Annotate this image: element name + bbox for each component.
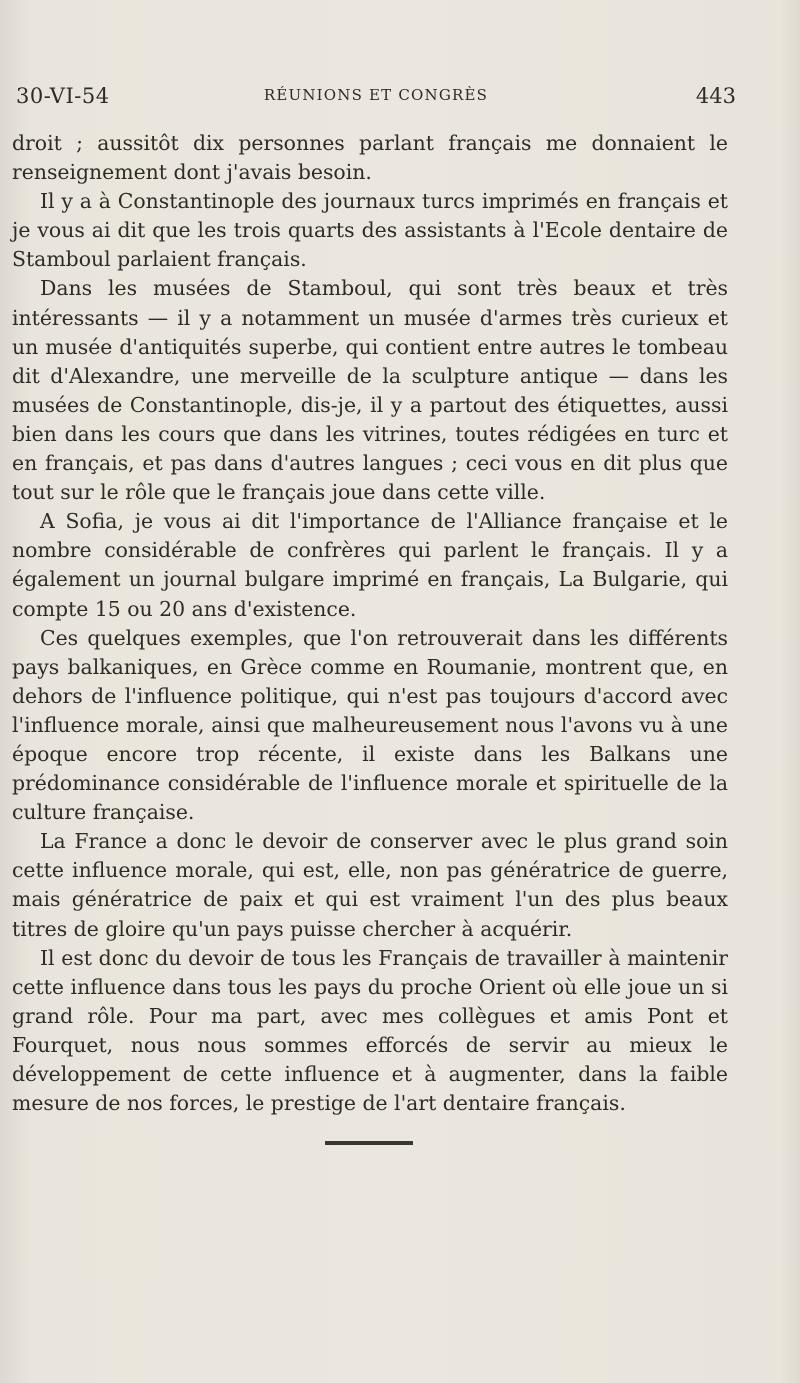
running-header [16,84,736,114]
body-text [12,129,728,1118]
paragraph-3: Dans les musées de Stamboul, qui sont très beaux et très intéressants — il y a notamment un musée d'armes très curieux et un musée d'antiquités superbe, qui contient entre autres le tombeau dit d'Alexandre, une merveille de la sculpture antique — dans les musées de Constantinople, dis-je, il y a partout des étiquettes, aussi bien dans les cours que dans les vitrines, toutes rédigées en turc et en français, et pas dans d'autres langues ; ceci vous en dit plus que tout sur le rôle que le français joue dans cette ville. [12,276,728,505]
paragraph-5: Ces quelques exemples, que l'on retrouverait dans les différents pays balkaniques, en Grèce comme en Roumanie, montrent que, en dehors de l'influence politique, qui n'est pas toujours d'accord avec l'influence morale, ainsi que malheureusement nous l'avons vu à une époque encore trop récente, il existe dans les Balkans une prédominance considérable de l'influence morale et spirituelle de la culture française. [12,625,728,825]
header-title: RÉUNIONS ET CONGRÈS [263,86,489,104]
section-end-rule [325,1141,413,1145]
header-date: 30-VI-54 [16,84,110,108]
paragraph-1: droit ; aussitôt dix personnes parlant français me donnaient le renseignement dont j'avais besoin. [12,131,728,185]
paragraph-6: La France a donc le devoir de conserver avec le plus grand soin cette influence morale, qui est, elle, non pas génératrice de guerre, mais génératrice de paix et qui est vraiment l'un des plus beaux titres de gloire qu'un pays puisse chercher à acquérir. [12,829,728,941]
page-number: 443 [695,84,736,108]
paragraph-4: A Sofia, je vous ai dit l'importance de l'Alliance française et le nombre considérable de confrères qui parlent le français. Il y a également un journal bulgare imprimé en français, La Bulgarie, qui compte 15 ou 20 ans d'existence. [12,509,728,621]
paragraph-2: Il y a à Constantinople des journaux turcs imprimés en français et je vous ai dit que les trois quarts des assistants à l'Ecole dentaire de Stamboul parlaient français. [12,189,728,272]
paragraph-7: Il est donc du devoir de tous les Français de travailler à maintenir cette influence dans tous les pays du proche Orient où elle joue un si grand rôle. Pour ma part, avec mes collègues et amis Pont et Fourquet, nous nous sommes efforcés de servir au mieux le développement de cette influence et à augmenter, dans la faible mesure de nos forces, le prestige de l'art dentaire français. [12,945,728,1116]
